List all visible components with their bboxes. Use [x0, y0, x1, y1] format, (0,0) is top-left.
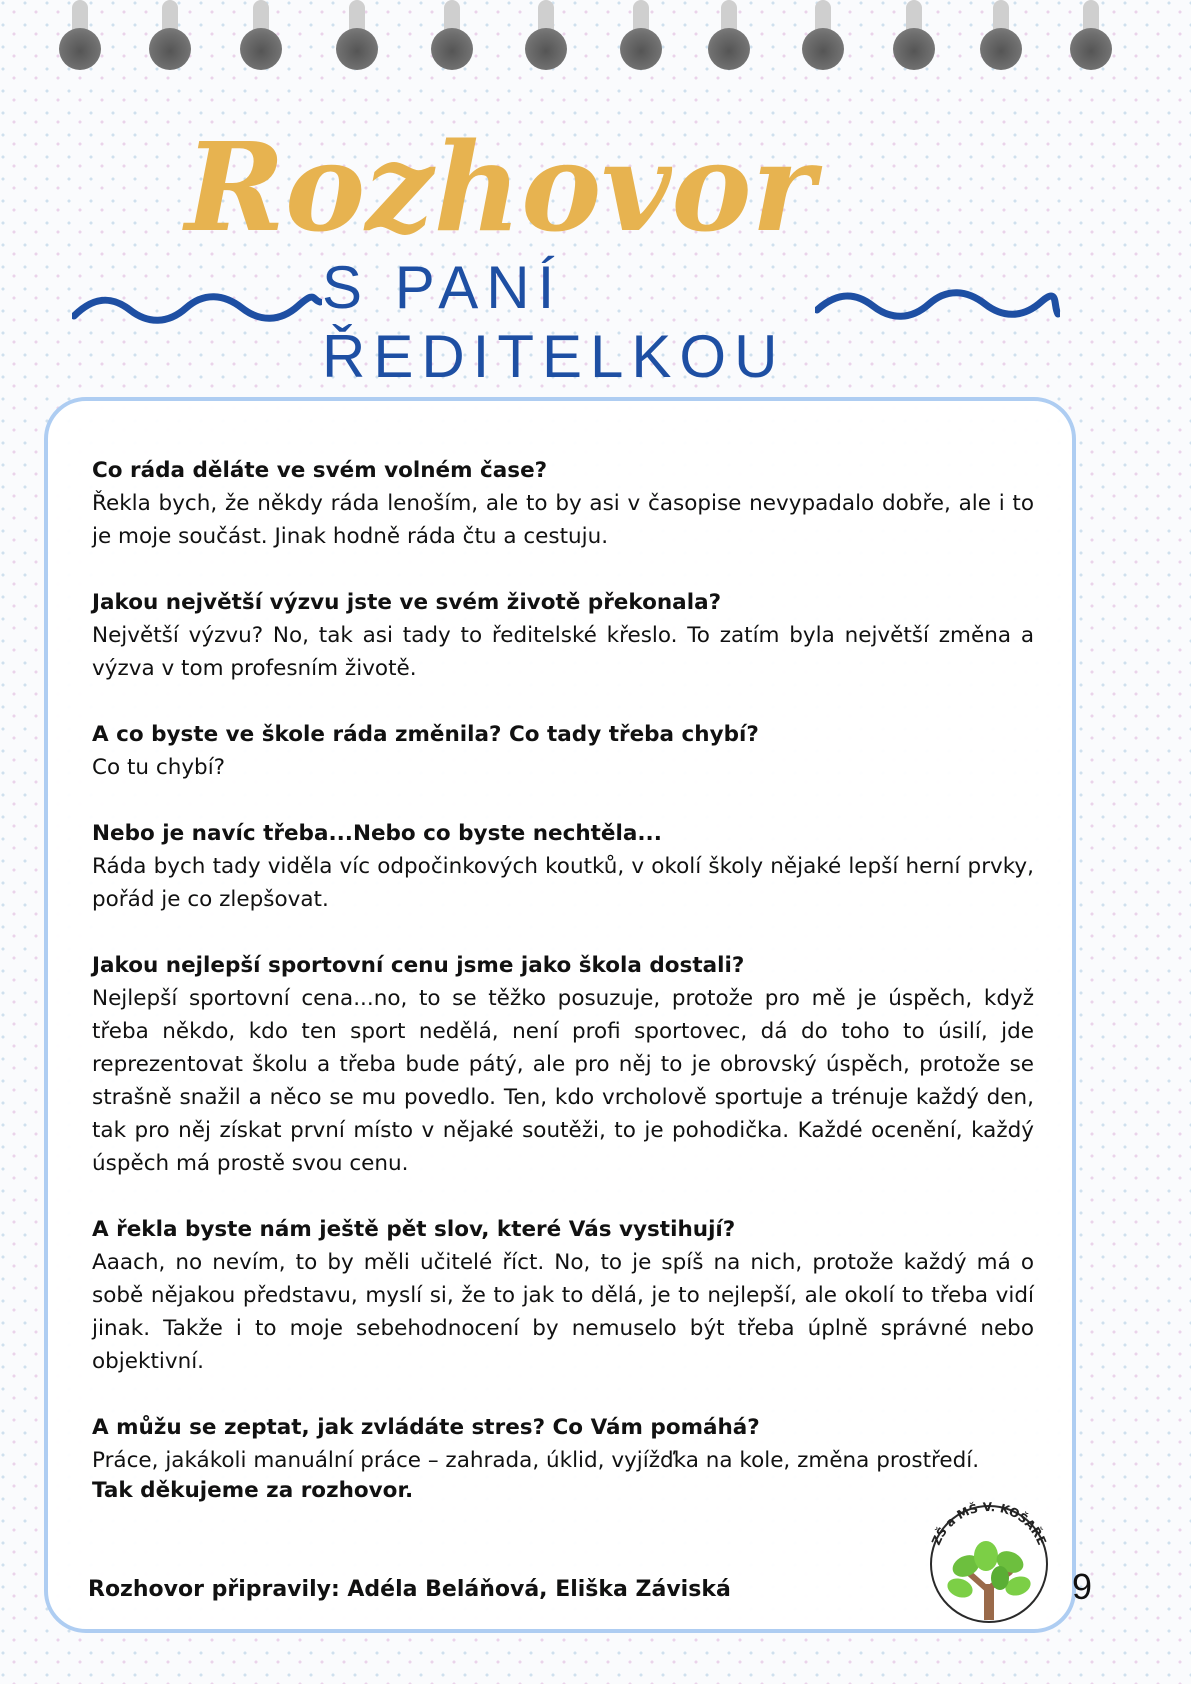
spiral-ring-icon	[1070, 0, 1112, 68]
answer: Největší výzvu? No, tak asi tady to ředitelské křeslo. To zatím byla největší změna a výzva v tom profesním životě.	[92, 623, 1034, 681]
answer: Aaach, no nevím, to by měli učitelé říct. No, to je spíš na nich, protože každý má o sobě nějakou představu, myslí si, že to jak to dělá, je to nejlepší, ale okolí to třeba vidí jinak. Takže i to moje sebehodnocení by nemuselo být třeba úplně správné nebo objektivní.	[92, 1250, 1034, 1374]
question: A co byste ve škole ráda změnila? Co tady třeba chybí?	[92, 722, 759, 747]
spiral-ring-icon	[708, 0, 750, 68]
spiral-ring-icon	[149, 0, 191, 68]
spiral-ring-icon	[980, 0, 1022, 68]
question: Nebo je navíc třeba...Nebo co byste nechtěla...	[92, 821, 662, 846]
tree-icon	[914, 1486, 1064, 1636]
qa-item	[92, 718, 1034, 784]
page-subtitle-line-1: S PANÍ	[322, 254, 563, 321]
page-subtitle-line-2: ŘEDITELKOU	[322, 323, 786, 390]
question: Jakou nejlepší sportovní cenu jsme jako škola dostali?	[92, 953, 745, 978]
closing-line: Tak děkujeme za rozhovor.	[92, 1478, 414, 1503]
answer: Ráda bych tady viděla víc odpočinkových koutků, v okolí školy nějaké lepší herní prvky, pořád je co zlepšovat.	[92, 854, 1034, 912]
page-title-graphic	[170, 112, 830, 262]
spiral-ring-icon	[336, 0, 378, 68]
qa-item	[92, 1213, 1034, 1378]
question: Jakou největší výzvu jste ve svém životě překonala?	[92, 590, 722, 615]
page-title	[170, 112, 830, 262]
spiral-ring-icon	[525, 0, 567, 68]
wave-decoration-right-icon	[815, 284, 1060, 324]
answer: Práce, jakákoli manuální práce – zahrada, úklid, vyjížďka na kole, změna prostředí.	[92, 1448, 980, 1473]
question: A řekla byste nám ještě pět slov, které Vás vystihují?	[92, 1217, 736, 1242]
qa-item	[92, 586, 1034, 685]
spiral-ring-icon	[240, 0, 282, 68]
question: A můžu se zeptat, jak zvládáte stres? Co Vám pomáhá?	[92, 1415, 760, 1440]
school-logo	[914, 1486, 1064, 1636]
spiral-ring-icon	[893, 0, 935, 68]
school-logo-text: ZŠ a MŠ V. KOŠAŘE	[928, 1499, 1050, 1548]
answer: Nejlepší sportovní cena...no, to se těžko posuzuje, protože pro mě je úspěch, když třeba někdo, kdo ten sport nedělá, není profi sportovec, dá do toho to úsilí, jde reprezentovat školu a třeba bude pátý, ale pro něj to je obrovský úspěch, protože se strašně snažil a něco se mu povedlo. Ten, kdo vrcholově sportuje a trénuje každý den, tak pro něj získat první místo v nějaké soutěži, to je pohodička. Každé ocenění, každý úspěch má prostě svou cenu.	[92, 986, 1034, 1176]
wave-decoration-left-icon	[72, 288, 322, 328]
answer: Co tu chybí?	[92, 755, 226, 780]
spiral-ring-icon	[620, 0, 662, 68]
author-credits: Rozhovor připravily: Adéla Beláňová, Eliška Záviská	[88, 1577, 731, 1602]
spiral-ring-icon	[802, 0, 844, 68]
qa-item	[92, 949, 1034, 1180]
notebook-spiral-binding	[0, 0, 1191, 80]
spiral-ring-icon	[431, 0, 473, 68]
page-number: 9	[1072, 1566, 1093, 1607]
page-title-text: Rozhovor	[182, 115, 823, 259]
interview-content	[92, 454, 1034, 1510]
qa-item	[92, 817, 1034, 916]
qa-item	[92, 454, 1034, 553]
answer: Řekla bych, že někdy ráda lenoším, ale to by asi v časopise nevypadalo dobře, ale i to je moje součást. Jinak hodně ráda čtu a cestuju.	[92, 491, 1034, 549]
spiral-ring-icon	[59, 0, 101, 68]
question: Co ráda děláte ve svém volném čase?	[92, 458, 548, 483]
qa-item	[92, 1411, 1034, 1477]
